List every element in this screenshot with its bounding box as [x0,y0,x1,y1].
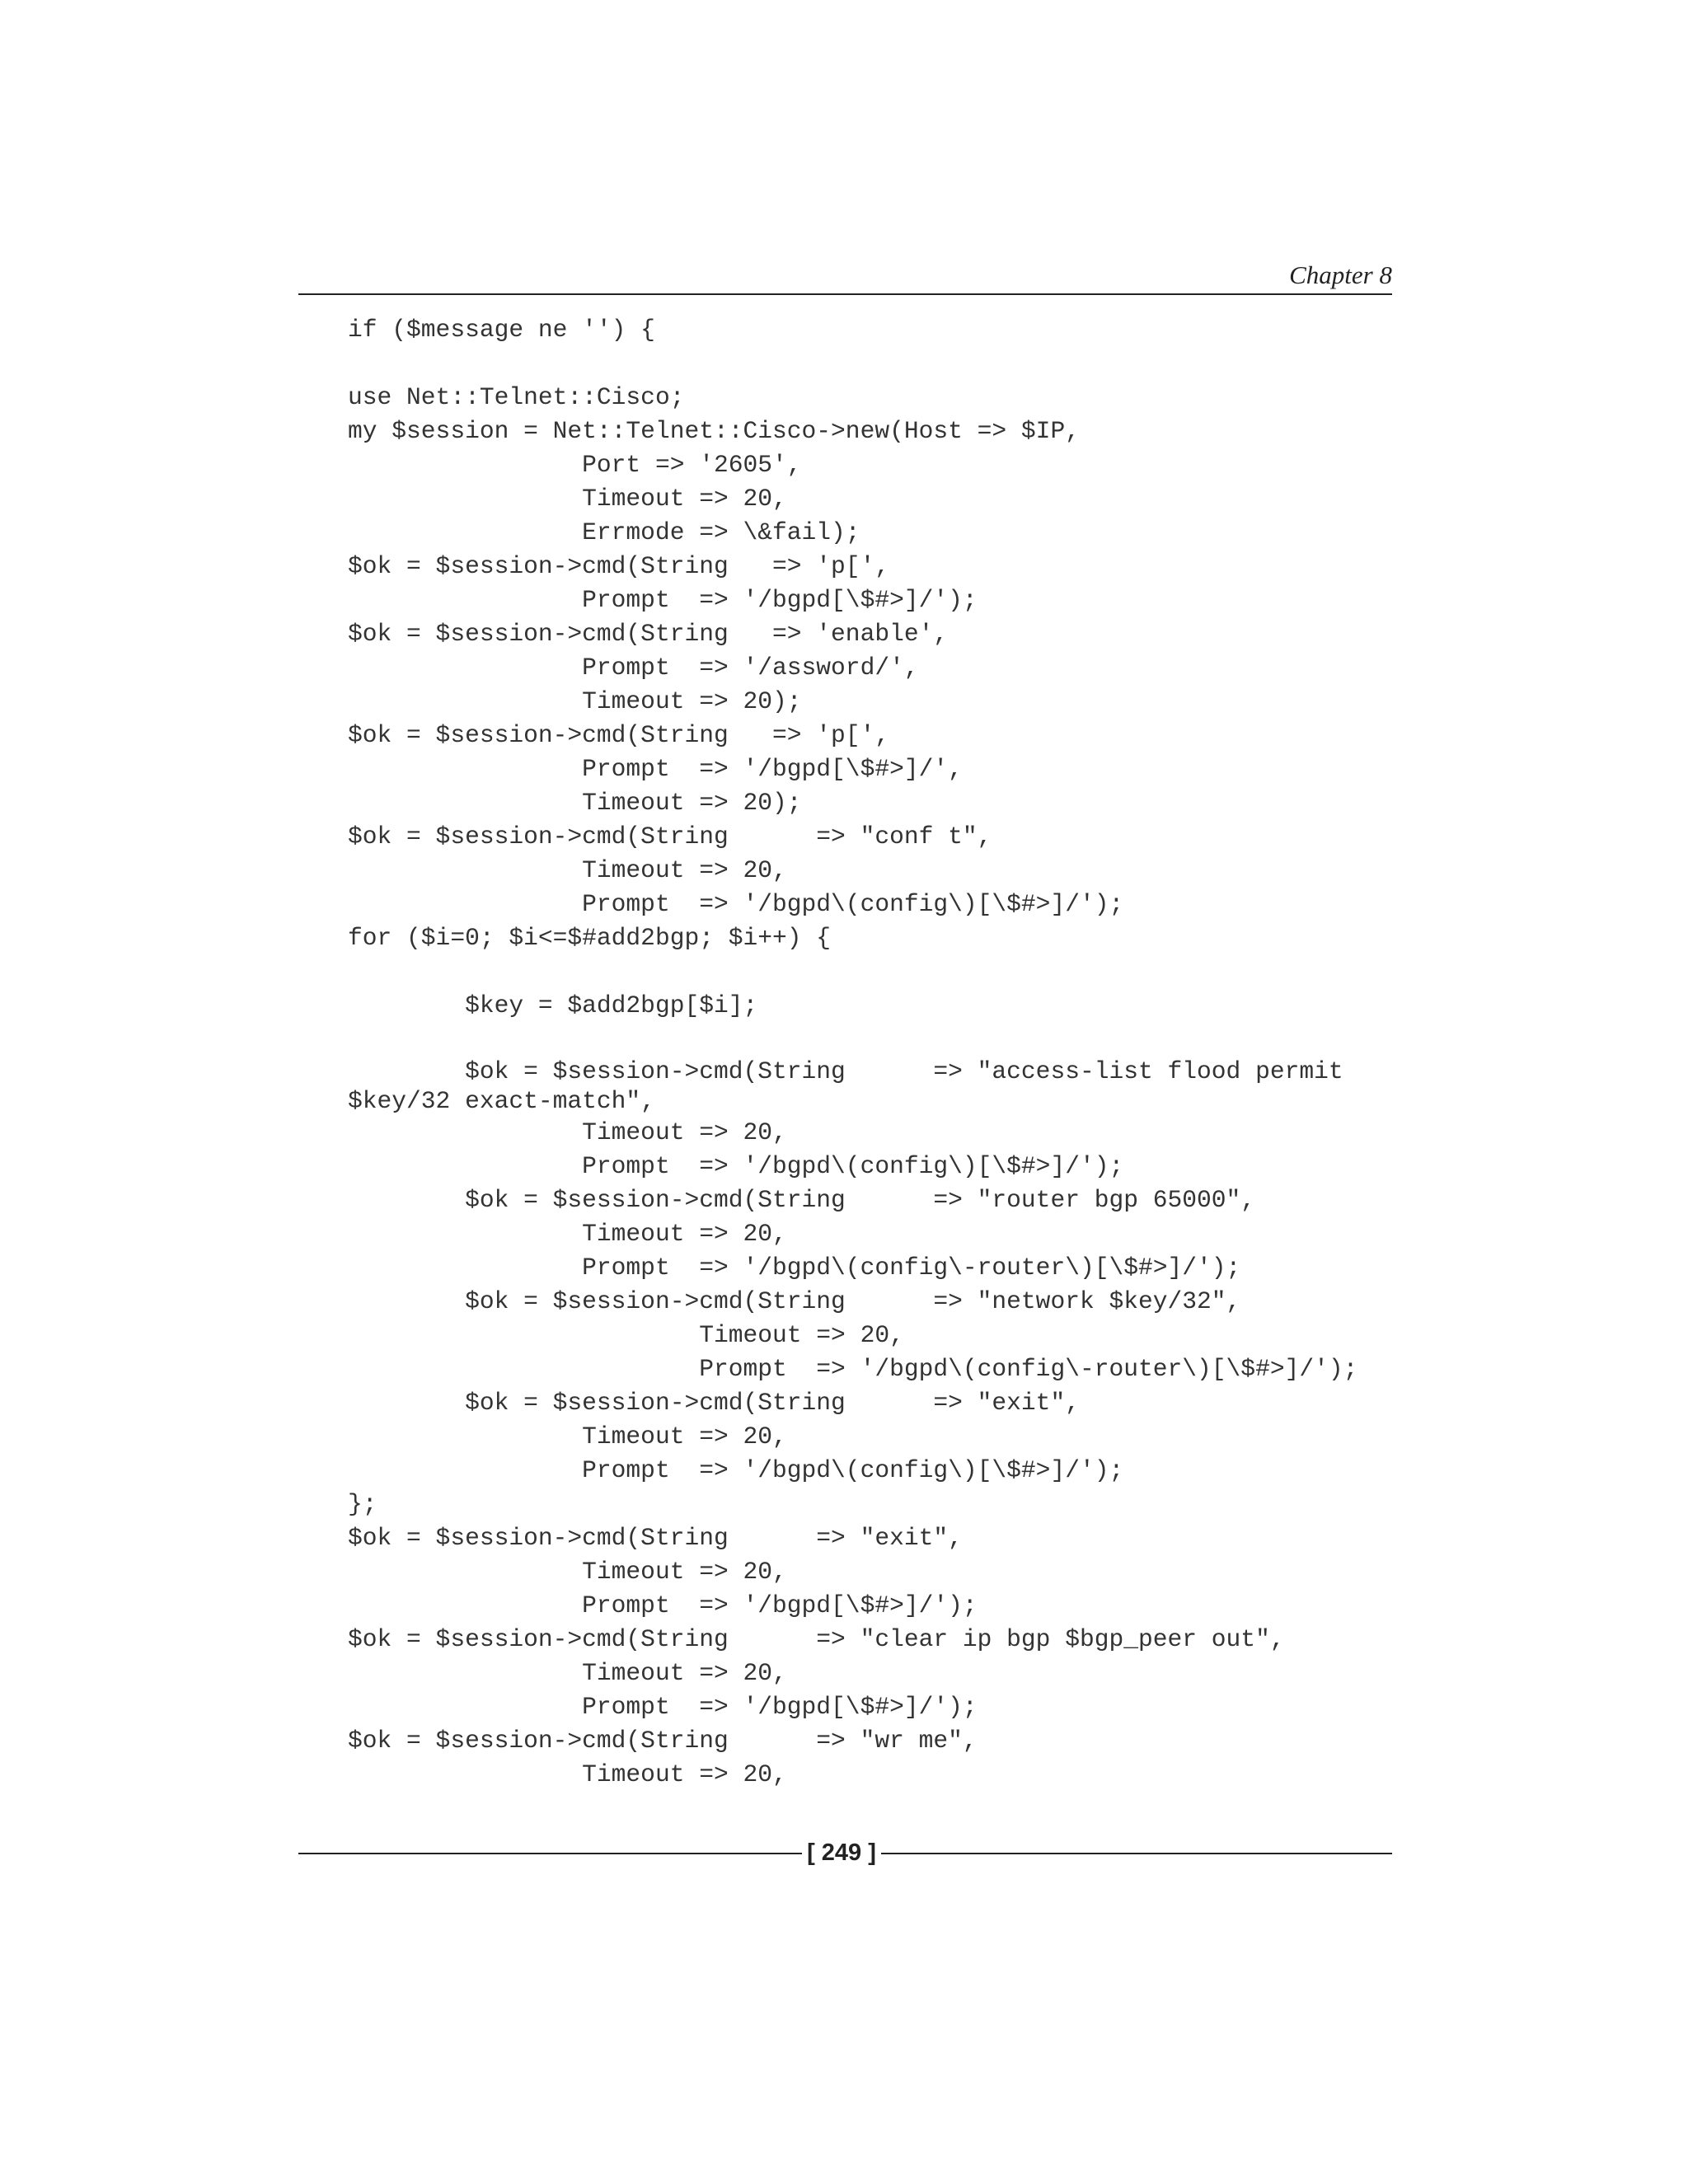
code-line: $key = $add2bgp[$i]; [348,991,758,1019]
code-line [348,955,1370,989]
code-line: Timeout => 20, [348,1118,787,1146]
code-line: Timeout => 20, [348,1760,787,1788]
code-line: Prompt => '/bgpd[\$#>]/'); [348,586,978,614]
chapter-title: Chapter 8 [1289,260,1392,289]
code-line: $ok = $session->cmd(String => 'enable', [348,620,949,648]
code-line: $ok = $session->cmd(String => "conf t", [348,823,992,851]
footer-rule-left [298,1853,802,1854]
code-line: Timeout => 20, [348,1558,787,1586]
code-line: Prompt => '/bgpd[\$#>]/', [348,755,963,783]
code-line: Timeout => 20); [348,789,802,817]
code-line: Timeout => 20, [348,485,787,513]
code-line: Timeout => 20, [348,1321,904,1349]
code-line: Timeout => 20, [348,1220,787,1248]
code-line: Timeout => 20, [348,1422,787,1451]
code-line: Prompt => '/bgpd\(config\-router\)[\$#>]/'); [348,1254,1241,1282]
code-line: if ($message ne '') { [348,316,655,344]
code-line: Timeout => 20, [348,856,787,884]
code-line: $ok = $session->cmd(String => "exit", [348,1389,1080,1417]
code-line: $ok = $session->cmd(String => "exit", [348,1524,963,1552]
code-line: Port => '2605', [348,451,802,479]
code-line: use Net::Telnet::Cisco; [348,383,685,411]
code-line: $ok = $session->cmd(String => "wr me", [348,1727,978,1755]
code-line: Prompt => '/bgpd\(config\)[\$#>]/'); [348,1456,1124,1484]
code-line: Prompt => '/bgpd\(config\)[\$#>]/'); [348,890,1124,918]
code-line: Prompt => '/assword/', [348,654,919,682]
code-line: Errmode => \&fail); [348,518,860,546]
page-number: [ 249 ] [807,1840,876,1866]
code-line: Timeout => 20); [348,687,802,715]
code-line: $ok = $session->cmd(String => "network $key/32", [348,1287,1241,1315]
footer-rule-right [881,1853,1392,1854]
page-footer [298,1835,1392,1871]
code-listing [348,313,1370,1792]
code-line: $ok = $session->cmd(String => 'p[', [348,552,890,580]
code-line: Prompt => '/bgpd\(config\)[\$#>]/'); [348,1152,1124,1180]
code-line [348,1023,1370,1057]
page-header [298,257,1392,295]
code-line: }; [348,1490,377,1518]
code-line: $ok = $session->cmd(String => "clear ip bgp $bgp_peer out", [348,1625,1285,1653]
code-line: $ok = $session->cmd(String => "access-list flood permit [348,1057,1343,1085]
code-line: for ($i=0; $i<=$#add2bgp; $i++) { [348,924,832,952]
code-line [348,347,1370,381]
code-line: $key/32 exact-match", [348,1087,655,1115]
code-line: Prompt => '/bgpd[\$#>]/'); [348,1591,978,1619]
code-line: $ok = $session->cmd(String => "router bgp 65000", [348,1186,1256,1214]
code-line: $ok = $session->cmd(String => 'p[', [348,721,890,749]
code-line: Prompt => '/bgpd[\$#>]/'); [348,1693,978,1721]
code-line: Timeout => 20, [348,1659,787,1687]
code-line: Prompt => '/bgpd\(config\-router\)[\$#>]/'); [348,1355,1358,1383]
code-line: my $session = Net::Telnet::Cisco->new(Host => $IP, [348,417,1080,445]
